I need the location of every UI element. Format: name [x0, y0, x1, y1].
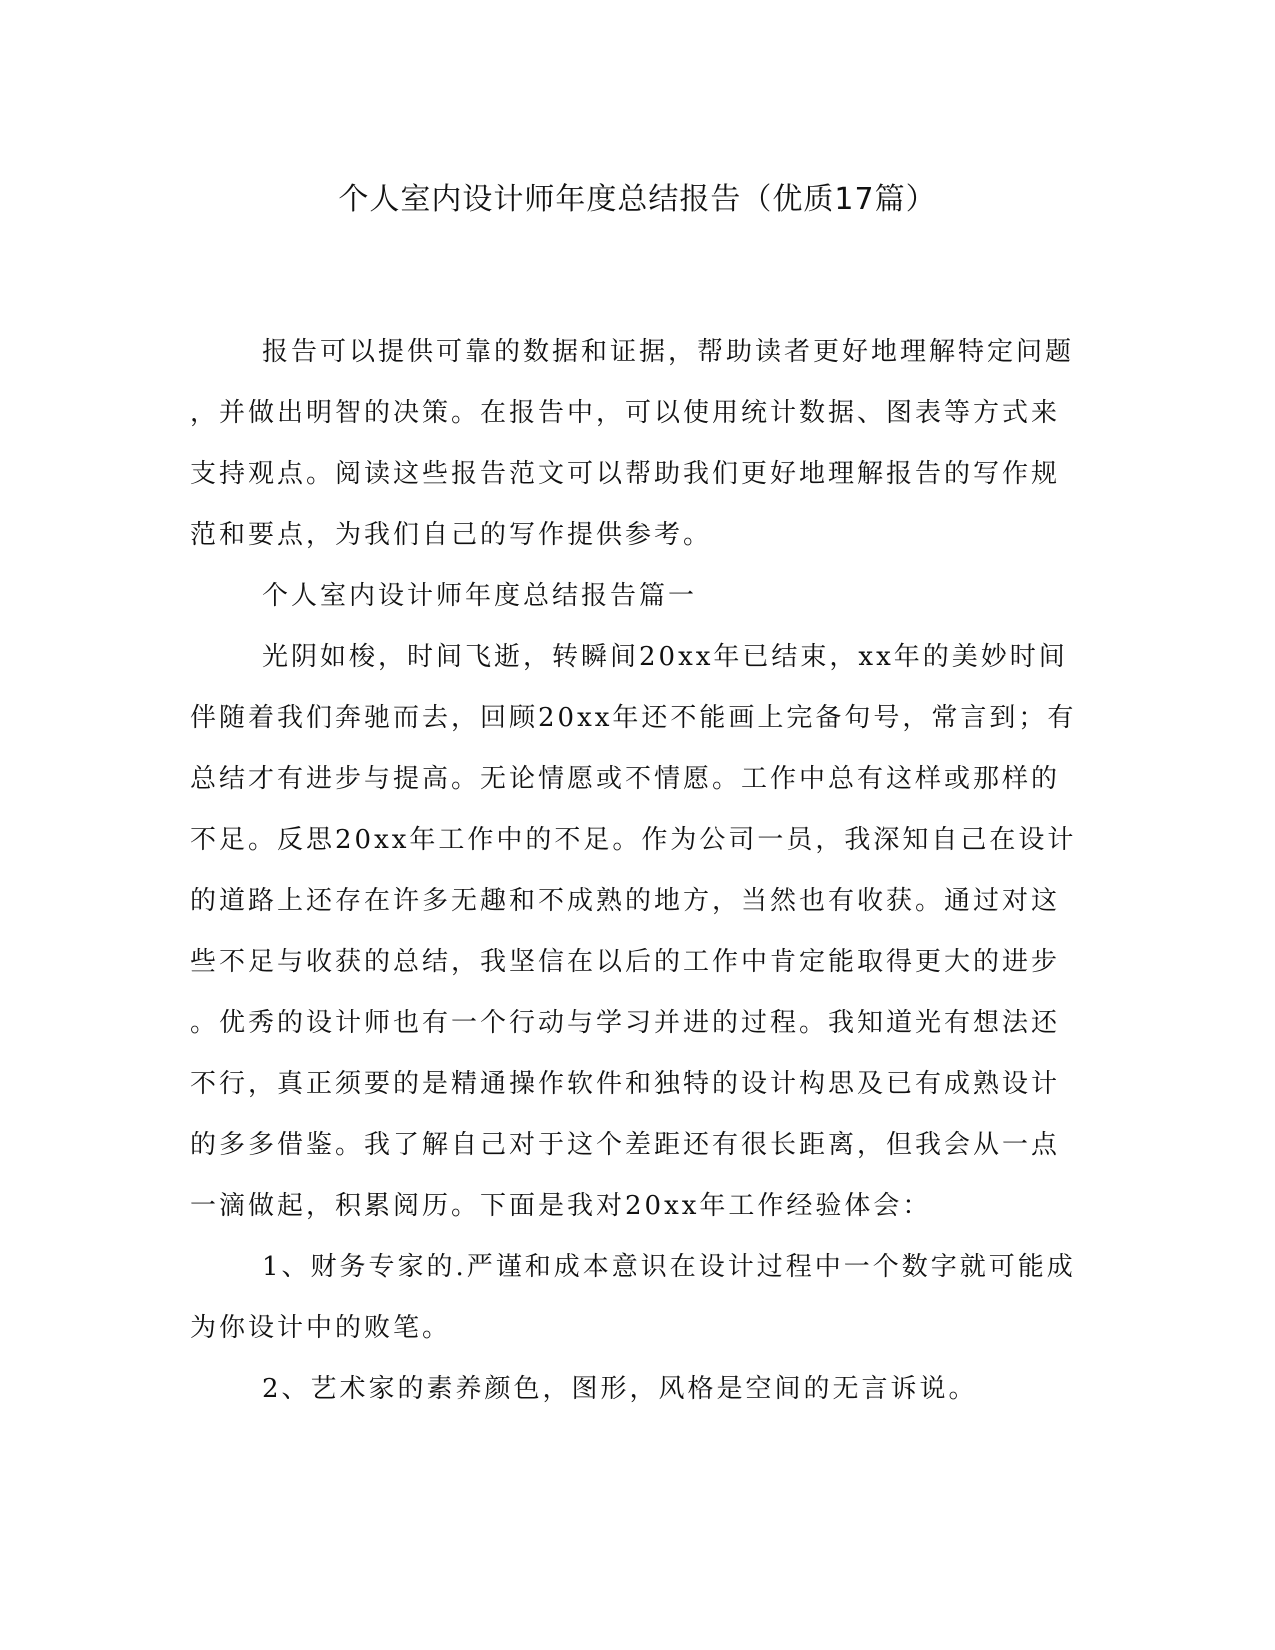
list-item-1-line-2: 为你设计中的败笔。: [190, 1313, 452, 1343]
paragraph-main-line-1: 光阴如梭，时间飞逝，转瞬间20xx年已结束，xx年的美妙时间: [262, 642, 1068, 672]
paragraph-main-line-5: 的道路上还存在许多无趣和不成熟的地方，当然也有收获。通过对这: [190, 886, 1061, 916]
paragraph-main-line-8: 不行，真正须要的是精通操作软件和独特的设计构思及已有成熟设计: [190, 1069, 1061, 1099]
paragraph-intro-line-3: 支持观点。阅读这些报告范文可以帮助我们更好地理解报告的写作规: [190, 459, 1061, 489]
paragraph-intro-line-2: ，并做出明智的决策。在报告中，可以使用统计数据、图表等方式来: [190, 398, 1061, 428]
paragraph-main-line-10: 一滴做起，积累阅历。下面是我对20xx年工作经验体会：: [190, 1191, 932, 1221]
paragraph-intro-line-4: 范和要点，为我们自己的写作提供参考。: [190, 520, 713, 550]
document-body: [190, 322, 1085, 1420]
section-heading: 个人室内设计师年度总结报告篇一: [262, 581, 698, 611]
paragraph-main-line-3: 总结才有进步与提高。无论情愿或不情愿。工作中总有这样或那样的: [190, 764, 1061, 794]
list-item-1-line-1: 1、财务专家的.严谨和成本意识在设计过程中一个数字就可能成: [262, 1252, 1076, 1282]
paragraph-main-line-2: 伴随着我们奔驰而去，回顾20xx年还不能画上完备句号，常言到；有: [190, 703, 1077, 733]
paragraph-main-line-7: 。优秀的设计师也有一个行动与学习并进的过程。我知道光有想法还: [190, 1008, 1061, 1038]
paragraph-main-line-9: 的多多借鉴。我了解自己对于这个差距还有很长距离，但我会从一点: [190, 1130, 1061, 1160]
paragraph-intro-line-1: 报告可以提供可靠的数据和证据，帮助读者更好地理解特定问题: [262, 337, 1075, 367]
list-item-2: 2、艺术家的素养颜色，图形，风格是空间的无言诉说。: [262, 1374, 978, 1404]
document-title: 个人室内设计师年度总结报告（优质17篇）: [338, 182, 937, 217]
paragraph-main-line-4: 不足。反思20xx年工作中的不足。作为公司一员，我深知自己在设计: [190, 825, 1077, 855]
paragraph-main-line-6: 些不足与收获的总结，我坚信在以后的工作中肯定能取得更大的进步: [190, 947, 1061, 977]
